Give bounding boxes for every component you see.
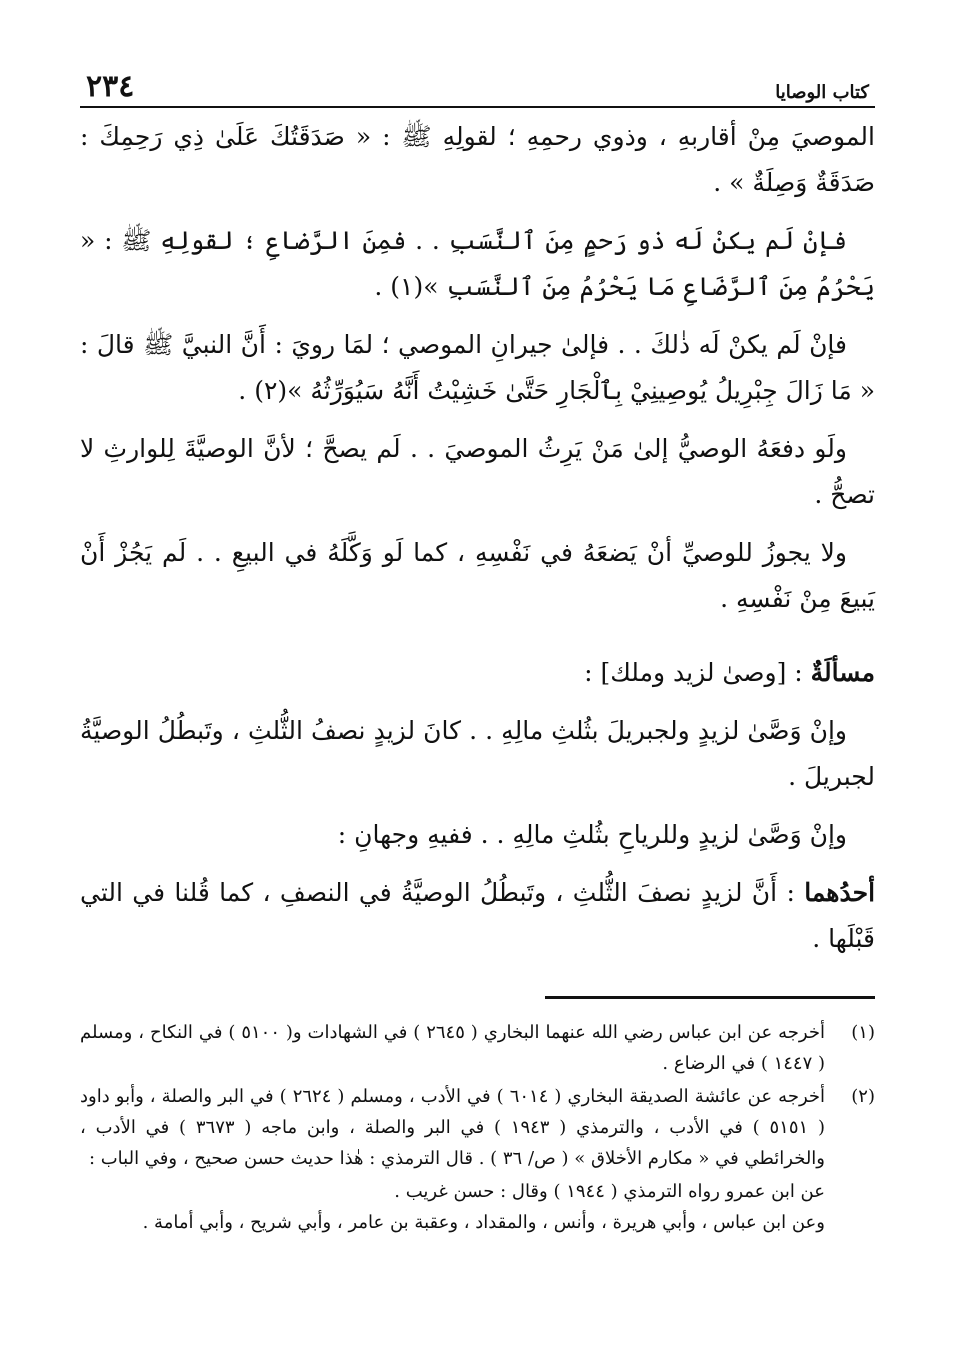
header-rule [80, 106, 875, 108]
first-option-text: : أَنَّ لزيدٍ نصفَ الثُّلثِ ، وتَبطُلُ الوصيَّةُ في النصفِ ، كما قُلنا في التي قَبْلَها . [80, 878, 875, 953]
footnote-rule [545, 996, 875, 999]
footnote-2-extra-1: عن ابن عمرو رواه الترمذي ( ١٩٤٤ ) وقال : حسن غريب . [394, 1181, 825, 1202]
footnote-number: (٢) [851, 1086, 875, 1107]
paragraph-7: وإنْ وَصَّىٰ لزيدٍ وللرياحِ بثُلثِ مالِهِ . . ففيهِ وجهانِ : [337, 820, 847, 849]
running-head [80, 69, 875, 106]
page-number: ٢٣٤ [86, 69, 135, 104]
paragraph-6: وإنْ وَصَّىٰ لزيدٍ ولجبريلَ بثُلثِ مالِهِ . . كانَ لزيدٍ نصفُ الثُّلثِ ، وتَبطُلُ الوصيَّةُ لجبريلَ . [80, 716, 875, 791]
footnote-2-extra-2: وعن ابن عباس ، وأبي هريرة ، وأنس ، والمقداد ، وعقبة بن عامر ، وأبي شريح ، وأبي أمامة . [142, 1212, 825, 1233]
footnotes [80, 1017, 875, 1238]
masala-title: : [وصىٰ لزيد وملك] : [584, 658, 803, 687]
paragraph-4: ولَو دفعَهُ الوصيُّ إلىٰ مَنْ يَرِثُ الموصيَ . . لَم يصحَّ ؛ لأنَّ الوصيَّةَ لِلوارثِ لا تصحُّ . [80, 434, 875, 509]
footnote-1 [80, 1017, 875, 1079]
masala-label: مسألَةٌ [810, 658, 875, 687]
paragraph-2: فإنْ لَم يكنْ لَه ذو رَحمٍ مِنَ ٱلنَّسَبِ . . فمِنَ الرَّضاعِ ؛ لقولِهِ ﷺ : « يَحْرُمُ مِنَ ٱلرَّضَاعِ مَا يَحْرُمُ مِنَ ٱلنَّسَبِ »(١) . [80, 226, 875, 301]
masala-heading [80, 650, 875, 696]
footnote-text: أخرجه عن ابن عباس رضي الله عنهما البخاري ( ٢٦٤٥ ) في الشهادات و( ٥١٠٠ ) في النكاح ، ومسلم ( ١٤٤٧ ) في الرضاع . [80, 1022, 825, 1074]
footnote-text: أخرجه عن عائشة الصديقة البخاري ( ٦٠١٤ ) في الأدب ، ومسلم ( ٢٦٢٤ ) في البر والصلة ، وأبو داود ( ٥١٥١ ) في الأدب ، والترمذي ( ١٩٤٣ ) في البر والصلة ، وابن ماجه ( ٣٦٧٣ ) في الأدب ، والخرائطي في « مكارم الأخلاق » ( ص/ ٣٦ ) . قال الترمذي : هٰذا حديث حسن صحيح ، وفي الباب : [80, 1086, 826, 1169]
first-option-label: أحدُهما [804, 878, 876, 907]
page [80, 69, 876, 1238]
paragraph-8 [80, 870, 875, 962]
paragraph-5: ولا يجوزُ للوصيِّ أنْ يَضعَهُ في نَفْسِهِ ، كما لَو وَكَّلَهُ في البيعِ . . لَم يَجُزْ أَنْ يَبيعَ مِنْ نَفْسِهِ . [80, 538, 875, 613]
book-title: كتاب الوصايا [775, 82, 869, 103]
footnote-2 [80, 1081, 875, 1174]
body-text [80, 114, 875, 962]
paragraph-1: الموصيَ مِنْ أقاربهِ ، وذوي رحمِهِ ؛ لقولِهِ ﷺ : « صَدَقَتُكَ عَلَىٰ ذِي رَحِمِكَ : صَدَقَةٌ وَصِلَةٌ » . [80, 122, 875, 197]
footnote-number: (١) [851, 1022, 875, 1043]
paragraph-3: فإنْ لَم يكنْ لَه ذٰلكَ . . فإلىٰ جيرانِ الموصي ؛ لمَا رويَ : أَنَّ النبيَّ ﷺ قالَ : « مَا زَالَ جِبْرِيلُ يُوصِينِيْ بِٱلْجَارِ حَتَّىٰ خَشِيْتُ أَنَّهُ سَيُوَرِّثُهُ »(٢) . [80, 330, 875, 405]
